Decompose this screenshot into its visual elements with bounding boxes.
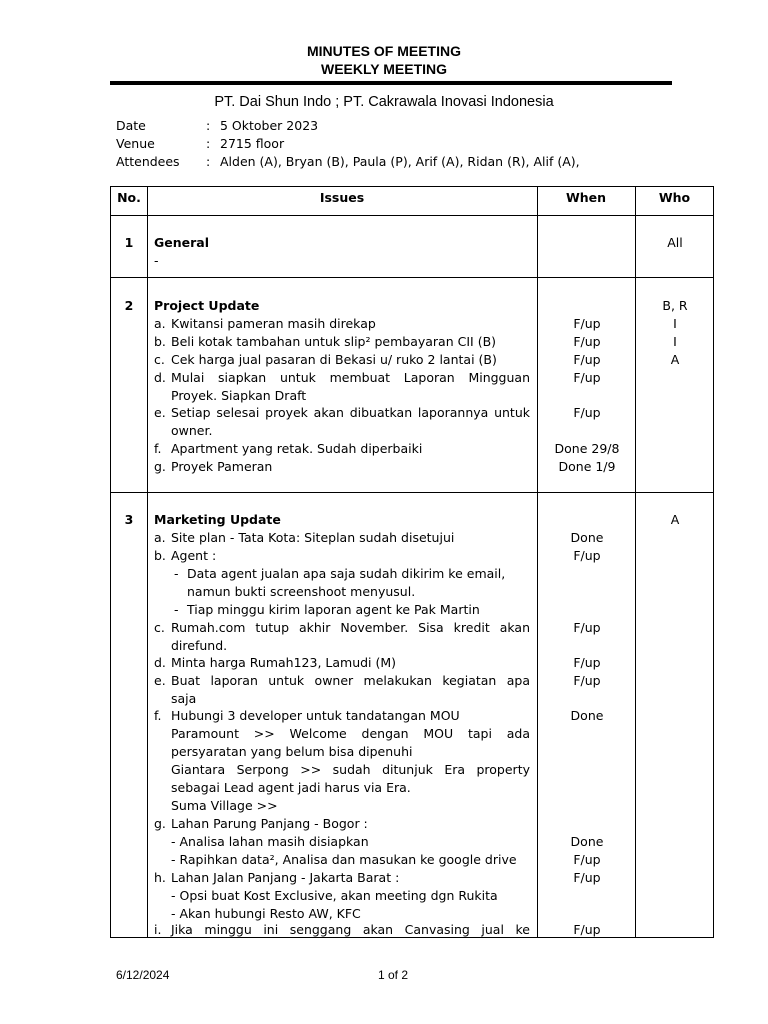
meta-colon: : <box>206 136 211 151</box>
item-marker: c. <box>154 620 165 635</box>
item-detail: Suma Village >> <box>171 798 278 813</box>
list-item <box>154 369 530 405</box>
when-value: Done <box>570 708 604 723</box>
when-value: F/up <box>573 370 601 385</box>
header-when: When <box>565 190 607 205</box>
meta-value: 5 Oktober 2023 <box>220 118 319 133</box>
list-item <box>154 458 530 476</box>
item-text: Minta harga Rumah123, Lamudi (M) <box>171 655 397 670</box>
minutes-table <box>110 186 714 938</box>
row-number: 2 <box>124 298 134 313</box>
company-names: PT. Dai Shun Indo ; PT. Cakrawala Inovasi Indonesia <box>214 94 554 110</box>
item-text: Mulai siapkan untuk membuat Laporan Mingguan <box>171 370 530 385</box>
item-text-continued: owner. <box>171 423 213 438</box>
list-item <box>154 707 530 725</box>
list-item <box>154 869 530 887</box>
list-item <box>154 654 530 672</box>
when-value: F/up <box>573 655 601 670</box>
list-item <box>154 672 530 708</box>
item-text-continued: Proyek. Siapkan Draft <box>171 388 307 403</box>
list-item <box>154 921 530 939</box>
meta-value: Alden (A), Bryan (B), Paula (P), Arif (A), Ridan (R), Alif (A), <box>220 154 580 169</box>
when-value: F/up <box>573 316 601 331</box>
who-value: All <box>667 235 683 250</box>
when-value: F/up <box>573 673 601 688</box>
when-value: Done <box>570 530 604 545</box>
item-marker: d. <box>154 370 166 385</box>
item-marker: h. <box>154 870 166 885</box>
title-rule <box>110 81 672 85</box>
item-marker: c. <box>154 352 165 367</box>
item-text: Jika minggu ini senggang akan Canvasing jual ke <box>171 922 530 937</box>
item-text: Lahan Jalan Panjang - Jakarta Barat : <box>171 870 400 885</box>
section-title: General <box>154 235 209 250</box>
item-marker: g. <box>154 816 166 831</box>
list-item <box>154 315 530 333</box>
item-marker: d. <box>154 655 166 670</box>
item-marker: f. <box>154 441 162 456</box>
item-text-continued: direfund. <box>171 638 228 653</box>
list-item <box>154 404 530 440</box>
header-no: No. <box>117 190 141 205</box>
sub-item-text: Tiap minggu kirim laporan agent ke Pak Martin <box>187 602 480 617</box>
item-marker: i. <box>154 922 162 937</box>
who-value: I <box>673 316 677 331</box>
document-title: MINUTES OF MEETING <box>307 43 461 59</box>
item-text: Apartment yang retak. Sudah diperbaiki <box>171 441 423 456</box>
item-text: Beli kotak tambahan untuk slip² pembayaran CII (B) <box>171 334 497 349</box>
when-value: F/up <box>573 352 601 367</box>
item-text: Buat laporan untuk owner melakukan kegiatan apa <box>171 673 530 688</box>
when-value: F/up <box>573 870 601 885</box>
who-value: A <box>670 512 680 527</box>
item-detail: Giantara Serpong >> sudah ditunjuk Era property <box>171 762 530 777</box>
section-title: Marketing Update <box>154 512 281 527</box>
row-number: 1 <box>124 235 134 250</box>
meta-value: 2715 floor <box>220 136 285 151</box>
list-item <box>154 440 530 458</box>
item-marker: e. <box>154 405 166 420</box>
item-marker: a. <box>154 530 166 545</box>
who-value: B, R <box>662 298 688 313</box>
item-text: Hubungi 3 developer untuk tandatangan MOU <box>171 708 460 723</box>
list-item <box>154 547 530 565</box>
header-divider <box>111 215 713 216</box>
meta-label: Date <box>116 118 146 133</box>
when-value: F/up <box>573 548 601 563</box>
when-value: Done 29/8 <box>554 441 620 456</box>
who-value: I <box>673 334 677 349</box>
row-divider <box>111 277 713 278</box>
sub-item-text: - Opsi buat Kost Exclusive, akan meeting dgn Rukita <box>171 888 498 903</box>
list-item <box>154 815 530 833</box>
column-divider <box>147 187 148 937</box>
meta-colon: : <box>206 154 211 169</box>
item-text: Kwitansi pameran masih direkap <box>171 316 376 331</box>
item-text: Rumah.com tutup akhir November. Sisa kredit akan <box>171 620 530 635</box>
item-marker: e. <box>154 673 166 688</box>
item-text: Agent : <box>171 548 217 563</box>
meta-colon: : <box>206 118 211 133</box>
section-placeholder: - <box>154 253 159 268</box>
list-item <box>154 619 530 655</box>
who-value: A <box>670 352 680 367</box>
when-value: F/up <box>573 852 601 867</box>
sub-item-text: - Analisa lahan masih disiapkan <box>171 834 369 849</box>
item-marker: b. <box>154 334 166 349</box>
item-text-continued: saja <box>171 691 197 706</box>
print-date: 6/12/2024 <box>116 968 170 982</box>
when-value: Done 1/9 <box>558 459 616 474</box>
meta-label: Venue <box>116 136 155 151</box>
item-text: Cek harga jual pasaran di Bekasi u/ ruko 2 lantai (B) <box>171 352 497 367</box>
item-text: Lahan Parung Panjang - Bogor : <box>171 816 368 831</box>
item-detail: sebagai Lead agent jadi harus via Era. <box>171 780 411 795</box>
item-text: Proyek Pameran <box>171 459 273 474</box>
item-detail: Paramount >> Welcome dengan MOU tapi ada <box>171 726 530 741</box>
header-who: Who <box>658 190 691 205</box>
sub-item-text: - Rapihkan data², Analisa dan masukan ke google drive <box>171 852 517 867</box>
item-marker: b. <box>154 548 166 563</box>
meta-label: Attendees <box>116 154 180 169</box>
list-item <box>154 351 530 369</box>
item-text: Site plan - Tata Kota: Siteplan sudah disetujui <box>171 530 455 545</box>
sub-item-text: - Akan hubungi Resto AW, KFC <box>171 906 361 921</box>
sub-item: - Tiap minggu kirim laporan agent ke Pak Martin <box>174 601 530 619</box>
list-item <box>154 529 530 547</box>
section-title: Project Update <box>154 298 260 313</box>
when-value: F/up <box>573 922 601 937</box>
when-value: F/up <box>573 405 601 420</box>
item-marker: f. <box>154 708 162 723</box>
when-value: Done <box>570 834 604 849</box>
when-value: F/up <box>573 334 601 349</box>
document-subtitle: WEEKLY MEETING <box>320 61 448 77</box>
page-number: 1 of 2 <box>378 968 409 982</box>
list-item <box>154 333 530 351</box>
sub-item-text-continued: namun bukti screenshoot menyusul. <box>187 584 416 599</box>
when-value: F/up <box>573 620 601 635</box>
header-issues: Issues <box>319 190 365 205</box>
row-number: 3 <box>124 512 134 527</box>
item-marker: a. <box>154 316 166 331</box>
sub-item: - Data agent jualan apa saja sudah dikirim ke email, namun bukti screenshoot menyusul. <box>174 565 530 601</box>
item-text: Setiap selesai proyek akan dibuatkan laporannya untuk <box>171 405 530 420</box>
row-divider <box>111 492 713 493</box>
item-marker: g. <box>154 459 166 474</box>
sub-item-text: Data agent jualan apa saja sudah dikirim ke email, <box>187 566 506 581</box>
item-detail: persyaratan yang belum bisa dipenuhi <box>171 744 413 759</box>
